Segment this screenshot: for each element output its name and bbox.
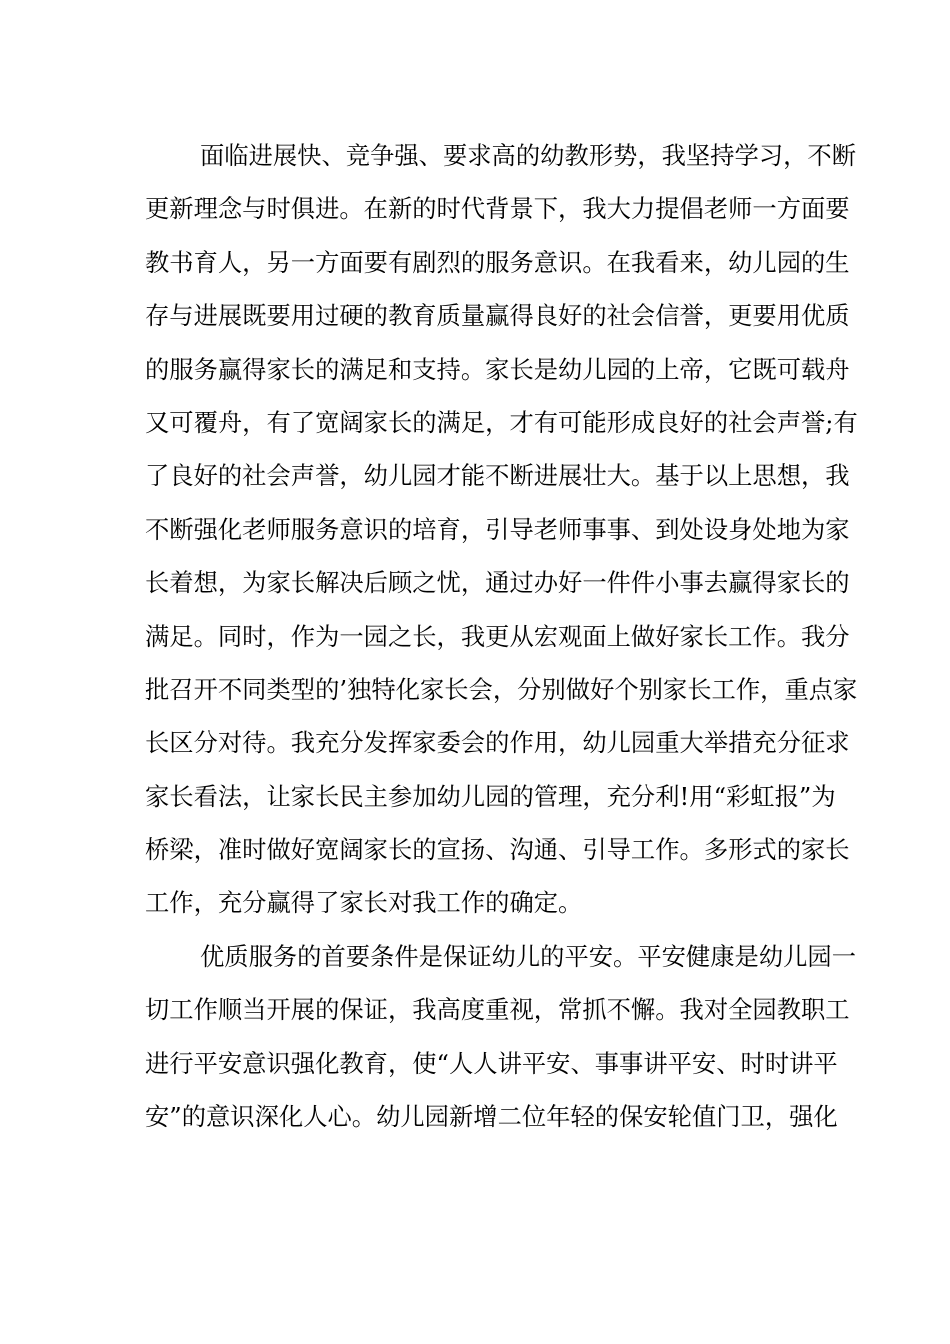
text-line: 的服务赢得家长的满足和支持。家长是幼儿园的上帝，它既可载舟	[145, 354, 850, 384]
text-line: 家长看法，让家长民主参加幼儿园的管理，充分利!用“彩虹报”为	[145, 781, 836, 811]
text-line: 不断强化老师服务意识的培育，引导老师事事、到处设身处地为家	[145, 514, 850, 544]
text-line: 满足。同时，作为一园之长，我更从宏观面上做好家长工作。我分	[145, 621, 850, 651]
text-line: 面临进展快、竞争强、要求高的幼教形势，我坚持学习，不断	[200, 141, 857, 170]
text-line: 又可覆舟，有了宽阔家长的满足，才有可能形成良好的社会声誉;有	[145, 407, 858, 437]
text-line: 工作，充分赢得了家长对我工作的确定。	[145, 888, 583, 918]
text-line: 优质服务的首要条件是保证幼儿的平安。平安健康是幼儿园一	[200, 941, 857, 971]
body-text	[145, 129, 858, 1143]
text-line: 桥梁，准时做好宽阔家长的宣扬、沟通、引导工作。多形式的家长	[145, 835, 850, 865]
text-line: 长着想，为家长解决后顾之忧，通过办好一件件小事去赢得家长的	[145, 568, 850, 598]
text-line: 切工作顺当开展的保证，我高度重视，常抓不懈。我对全园教职工	[145, 995, 850, 1025]
text-line: 教书育人，另一方面要有剧烈的服务意识。在我看来，幼儿园的生	[145, 247, 850, 277]
text-line: 长区分对待。我充分发挥家委会的作用，幼儿园重大举措充分征求	[145, 728, 850, 758]
text-line: 进行平安意识强化教育，使“人人讲平安、事事讲平安、时时讲平	[145, 1048, 838, 1078]
text-line: 更新理念与时俱进。在新的时代背景下，我大力提倡老师一方面要	[145, 194, 850, 224]
text-line: 存与进展既要用过硬的教育质量赢得良好的社会信誉，更要用优质	[145, 301, 850, 331]
text-line: 安”的意识深化人心。幼儿园新增二位年轻的保安轮值门卫，强化	[145, 1102, 838, 1132]
text-line: 批召开不同类型的’独特化家长会，分别做好个别家长工作，重点家	[145, 674, 858, 704]
text-line: 了良好的社会声誉，幼儿园才能不断进展壮大。基于以上思想，我	[145, 461, 850, 491]
